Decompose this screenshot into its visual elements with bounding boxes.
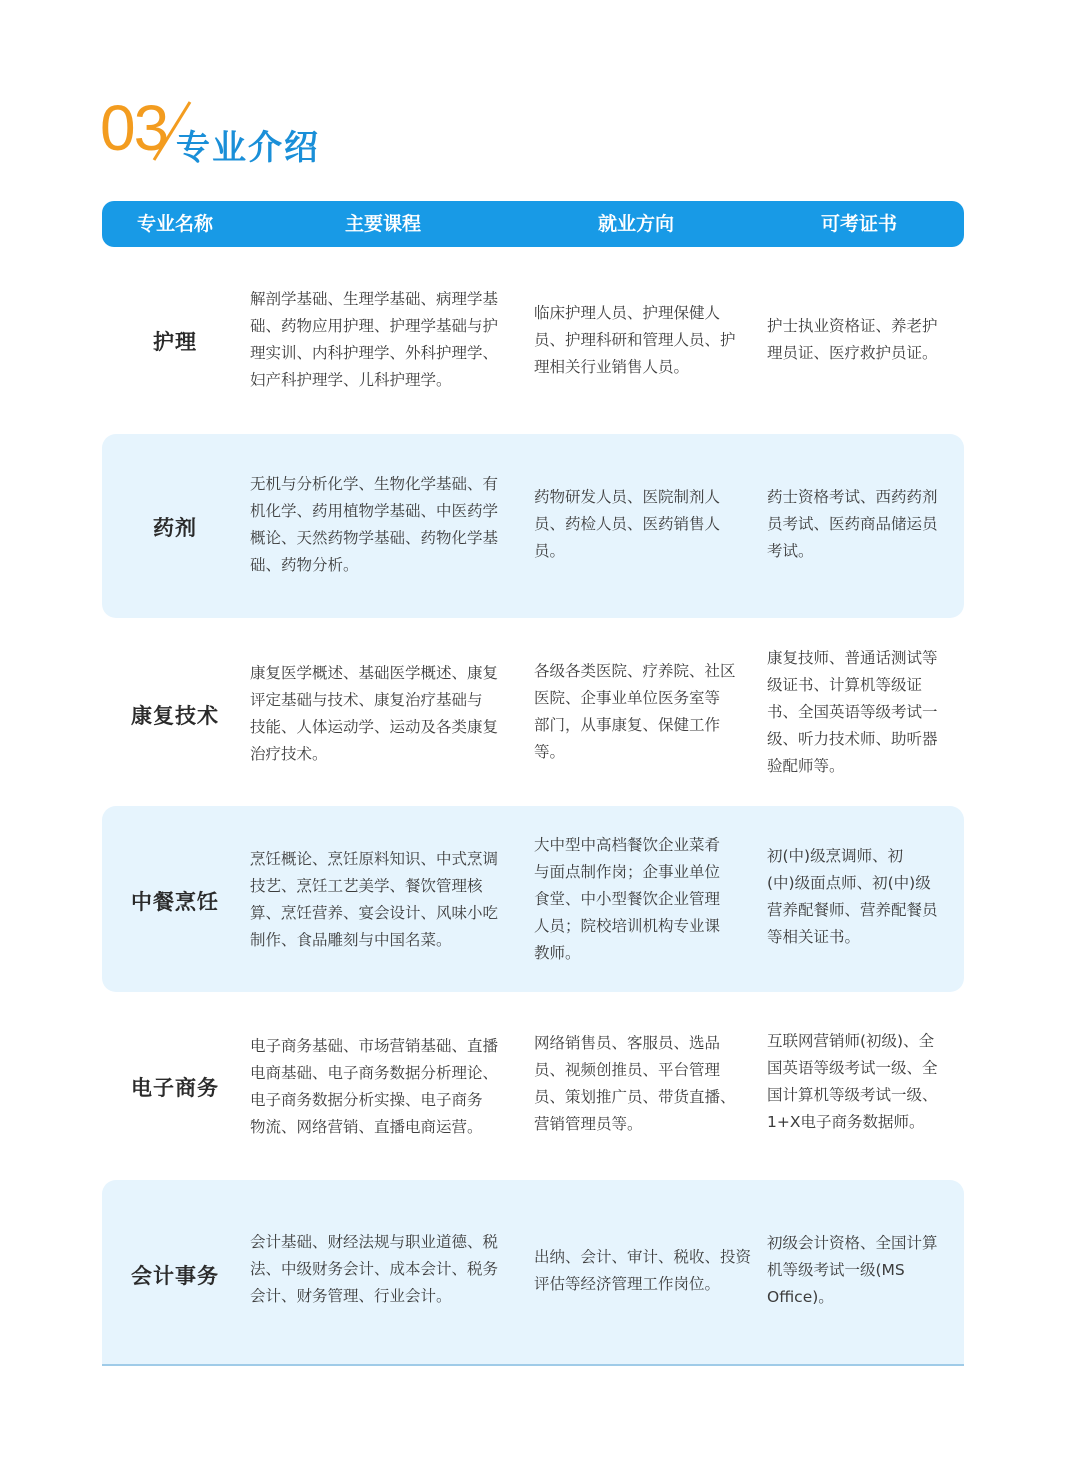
major-row-nursing bbox=[102, 248, 964, 432]
major-row-chinese-cooking bbox=[102, 806, 964, 992]
certs-cell bbox=[767, 645, 938, 780]
careers-line: 理相关行业销售人员。 bbox=[534, 358, 690, 376]
courses-line: 治疗技术。 bbox=[250, 745, 328, 763]
careers-line: 网络销售员、客服员、选品 bbox=[534, 1034, 721, 1052]
courses-line: 电商基础、电子商务数据分析理论、 bbox=[250, 1064, 499, 1082]
courses-line: 理实训、内科护理学、外科护理学、 bbox=[250, 344, 499, 362]
careers-line: 员、护理科研和管理人员、护 bbox=[534, 331, 736, 349]
section-heading bbox=[100, 92, 420, 176]
careers-cell bbox=[534, 832, 720, 967]
courses-cell bbox=[250, 846, 498, 954]
major-row-rehabilitation bbox=[102, 620, 964, 804]
careers-line: 药物研发人员、医院制剂人 bbox=[534, 488, 721, 506]
courses-cell bbox=[250, 1033, 498, 1141]
certs-line: 1+X电子商务数据师。 bbox=[767, 1113, 925, 1131]
certs-line: 考试。 bbox=[767, 542, 814, 560]
certs-line: 药士资格考试、西药药剂 bbox=[767, 488, 938, 506]
careers-line: 医院、企事业单位医务室等 bbox=[534, 689, 721, 707]
header-career-direction: 就业方向 bbox=[597, 213, 674, 235]
courses-line: 物流、网络营销、直播电商运营。 bbox=[250, 1118, 483, 1136]
careers-line: 教师。 bbox=[534, 944, 581, 962]
certs-line: 书、全国英语等级考试一 bbox=[767, 703, 938, 721]
careers-cell bbox=[534, 1244, 751, 1298]
courses-line: 妇产科护理学、儿科护理学。 bbox=[250, 371, 452, 389]
courses-line: 评定基础与技术、康复治疗基础与 bbox=[250, 691, 483, 709]
courses-line: 概论、天然药物学基础、药物化学基 bbox=[250, 529, 499, 547]
careers-line: 员。 bbox=[534, 542, 566, 560]
courses-line: 电子商务基础、市场营销基础、直播 bbox=[250, 1037, 499, 1055]
header-major-name: 专业名称 bbox=[136, 213, 213, 235]
header-main-courses: 主要课程 bbox=[344, 213, 421, 235]
courses-line: 算、烹饪营养、宴会设计、风味小吃 bbox=[250, 904, 499, 922]
certs-line: 级、听力技术师、助听器 bbox=[767, 730, 938, 748]
courses-cell bbox=[250, 471, 498, 579]
careers-line: 员、视频创推员、平台管理 bbox=[534, 1061, 721, 1079]
careers-line: 人员；院校培训机构专业课 bbox=[534, 917, 721, 935]
certs-cell bbox=[767, 1028, 938, 1136]
careers-line: 出纳、会计、审计、税收、投资 bbox=[534, 1248, 752, 1266]
major-row-e-commerce bbox=[102, 994, 964, 1178]
certs-line: 等相关证书。 bbox=[767, 928, 861, 946]
courses-line: 技艺、烹饪工艺美学、餐饮管理核 bbox=[250, 877, 483, 895]
careers-line: 员、策划推广员、带货直播、 bbox=[534, 1088, 736, 1106]
careers-cell bbox=[534, 484, 720, 565]
certs-line: 机等级考试一级(MS bbox=[767, 1261, 905, 1279]
courses-line: 会计、财务管理、行业会计。 bbox=[250, 1287, 452, 1305]
courses-line: 无机与分析化学、生物化学基础、有 bbox=[250, 475, 499, 493]
courses-line: 烹饪概论、烹饪原料知识、中式烹调 bbox=[250, 850, 499, 868]
major-name: 会计事务 bbox=[131, 1264, 219, 1288]
certs-cell bbox=[767, 313, 938, 367]
header-certificates: 可考证书 bbox=[820, 213, 897, 235]
careers-line: 评估等经济管理工作岗位。 bbox=[534, 1275, 721, 1293]
certs-line: 级证书、计算机等级证 bbox=[767, 676, 923, 694]
careers-line: 临床护理人员、护理保健人 bbox=[534, 304, 721, 322]
major-name: 护理 bbox=[153, 330, 197, 354]
courses-cell bbox=[250, 660, 498, 768]
section-title: 专业介绍 bbox=[176, 128, 320, 168]
certs-line: 互联网营销师(初级)、全 bbox=[767, 1032, 935, 1050]
certs-line: 初级会计资格、全国计算 bbox=[767, 1234, 938, 1252]
certs-cell bbox=[767, 843, 938, 951]
major-name: 康复技术 bbox=[131, 704, 219, 728]
certs-line: 康复技师、普通话测试等 bbox=[767, 649, 938, 667]
careers-line: 与面点制作岗；企事业单位 bbox=[534, 863, 721, 881]
certs-line: Office)。 bbox=[767, 1288, 834, 1306]
certs-line: 护士执业资格证、养老护 bbox=[767, 317, 938, 335]
careers-cell bbox=[534, 658, 736, 766]
certs-line: 国计算机等级考试一级、 bbox=[767, 1086, 938, 1104]
major-name: 中餐烹饪 bbox=[131, 890, 219, 914]
courses-line: 制作、食品雕刻与中国名菜。 bbox=[250, 931, 452, 949]
table-header bbox=[102, 201, 964, 247]
certs-line: 验配师等。 bbox=[767, 757, 845, 775]
major-name: 电子商务 bbox=[131, 1076, 219, 1100]
major-row-accounting bbox=[102, 1180, 964, 1364]
certs-line: 营养配餐师、营养配餐员 bbox=[767, 901, 938, 919]
certs-line: 理员证、医疗救护员证。 bbox=[767, 344, 938, 362]
careers-cell bbox=[534, 1030, 736, 1138]
careers-cell bbox=[534, 300, 736, 381]
courses-cell bbox=[250, 286, 498, 394]
section-number: 03 bbox=[100, 92, 168, 164]
careers-line: 营销管理员等。 bbox=[534, 1115, 643, 1133]
courses-line: 机化学、药用植物学基础、中医药学 bbox=[250, 502, 499, 520]
courses-line: 康复医学概述、基础医学概述、康复 bbox=[250, 664, 499, 682]
courses-line: 电子商务数据分析实操、电子商务 bbox=[250, 1091, 483, 1109]
certs-cell bbox=[767, 1230, 938, 1311]
certs-line: (中)级面点师、初(中)级 bbox=[767, 874, 931, 892]
careers-line: 员、药检人员、医药销售人 bbox=[534, 515, 721, 533]
table-bottom-divider bbox=[102, 1364, 964, 1366]
certs-line: 初(中)级烹调师、初 bbox=[767, 847, 904, 865]
certs-line: 员考试、医药商品储运员 bbox=[767, 515, 938, 533]
certs-cell bbox=[767, 484, 938, 565]
certs-line: 国英语等级考试一级、全 bbox=[767, 1059, 938, 1077]
courses-line: 技能、人体运动学、运动及各类康复 bbox=[250, 718, 499, 736]
courses-line: 解剖学基础、生理学基础、病理学基 bbox=[250, 290, 499, 308]
careers-line: 等。 bbox=[534, 743, 566, 761]
major-name: 药剂 bbox=[153, 516, 197, 540]
careers-line: 部门，从事康复、保健工作 bbox=[534, 716, 721, 734]
courses-line: 础、药物应用护理、护理学基础与护 bbox=[250, 317, 499, 335]
major-row-pharmacy bbox=[102, 434, 964, 618]
careers-line: 食堂、中小型餐饮企业管理 bbox=[534, 890, 721, 908]
careers-line: 大中型中高档餐饮企业菜肴 bbox=[534, 836, 721, 854]
careers-line: 各级各类医院、疗养院、社区 bbox=[534, 662, 736, 680]
courses-line: 法、中级财务会计、成本会计、税务 bbox=[250, 1260, 499, 1278]
courses-cell bbox=[250, 1229, 498, 1310]
courses-line: 会计基础、财经法规与职业道德、税 bbox=[250, 1233, 499, 1251]
courses-line: 础、药物分析。 bbox=[250, 556, 359, 574]
